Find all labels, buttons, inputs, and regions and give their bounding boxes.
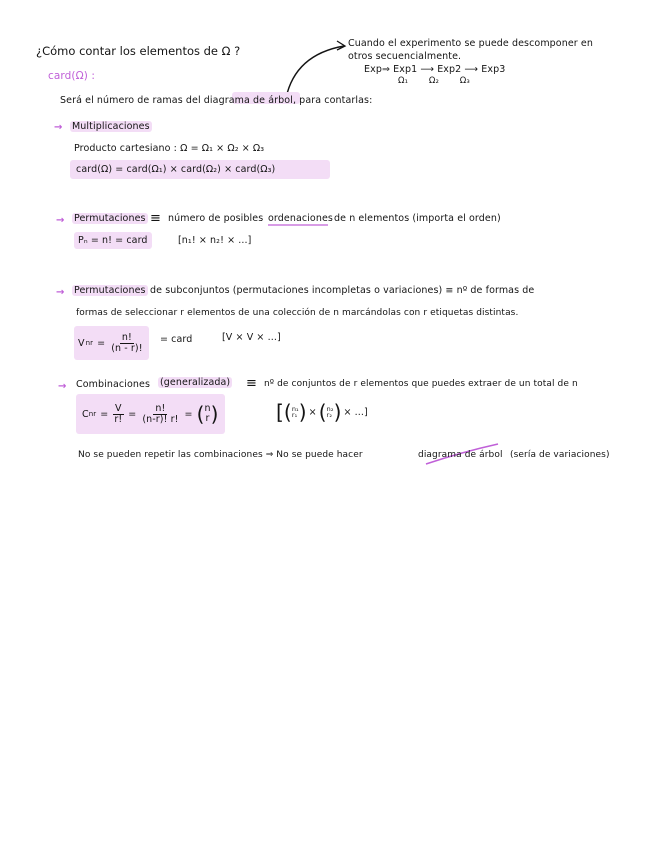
mult-card-formula: card(Ω) = card(Ω₁) × card(Ω₂) × card(Ω₃) — [70, 160, 330, 179]
comb-equiv: ≡ — [246, 376, 257, 391]
var-eq-card: = card — [160, 334, 193, 345]
var-formula: V n r = $\frac{n!}{(n - r)!}$ — [74, 326, 149, 360]
comb-bracket: [( n₁ r₁ ) × ( n₂ r₂ ) × ...] — [276, 400, 368, 424]
var-fraction: $\frac{n!}{(n - r)!}$ — [111, 331, 143, 354]
comb-heading: Combinaciones — [76, 379, 151, 390]
note-pre: No se pueden repetir las combinaciones ⇒ No se puede hacer — [78, 450, 363, 460]
var-lhs: V — [78, 337, 85, 349]
sidenote-line2: otros secuencialmente. — [348, 51, 462, 62]
page-title: ¿Cómo contar los elementos de Ω ? — [36, 44, 241, 58]
note-post: (sería de variaciones) — [510, 450, 610, 460]
curved-arrow-icon — [286, 46, 344, 98]
perm-heading: Permutaciones — [74, 213, 146, 224]
note-struck: diagrama de árbol — [418, 450, 503, 460]
comb-paren: (generalizada) — [160, 377, 231, 388]
arrow-icon: → — [56, 215, 65, 226]
intro-text: Será el número de ramas del diagrama de árbol, para contarlas: — [60, 95, 373, 106]
perm-desc-pre: número de posibles — [168, 213, 264, 224]
arrow-icon: → — [56, 287, 65, 298]
sidenote-line3: Exp⇒ Exp1 ⟶ Exp2 ⟶ Exp3 — [364, 64, 506, 75]
sidenote-line4: Ω₁ Ω₂ Ω₃ — [398, 76, 470, 86]
mult-heading: Multiplicaciones — [72, 121, 150, 132]
mult-product: Producto cartesiano : Ω = Ω₁ × Ω₂ × Ω₃ — [74, 143, 265, 154]
card-label: card(Ω) : — [48, 70, 95, 82]
arrow-icon: → — [54, 122, 63, 133]
perm-desc-post: de n elementos (importa el orden) — [334, 213, 501, 224]
perm-desc-ordenaciones: ordenaciones — [268, 213, 333, 224]
perm-bracket: [n₁! × n₂! × ...] — [178, 235, 252, 246]
comb-formula: C n r = $\frac{V}{r!}$ = $\frac{n!}{(n-r)! r!}$ = ( n r ) — [76, 394, 225, 434]
comb-desc: nº de conjuntos de r elementos que puedes extraer de un total de n — [264, 379, 578, 389]
equiv-symbol: ≡ — [150, 211, 161, 226]
comb-lhs: C — [82, 408, 89, 420]
var-bracket: [V × V × ...] — [222, 332, 281, 343]
arrow-icon: → — [58, 381, 67, 392]
var-line1: de subconjuntos (permutaciones incompletas o variaciones) ≡ nº de formas de — [150, 285, 535, 296]
perm-formula: Pₙ = n! = card — [74, 232, 152, 249]
sidenote-line1: Cuando el experimento se puede descomponer en — [348, 38, 593, 49]
var-line2: formas de seleccionar r elementos de una colección de n marcándolas con r etiquetas distintas. — [76, 308, 519, 318]
var-heading: Permutaciones — [74, 285, 146, 296]
